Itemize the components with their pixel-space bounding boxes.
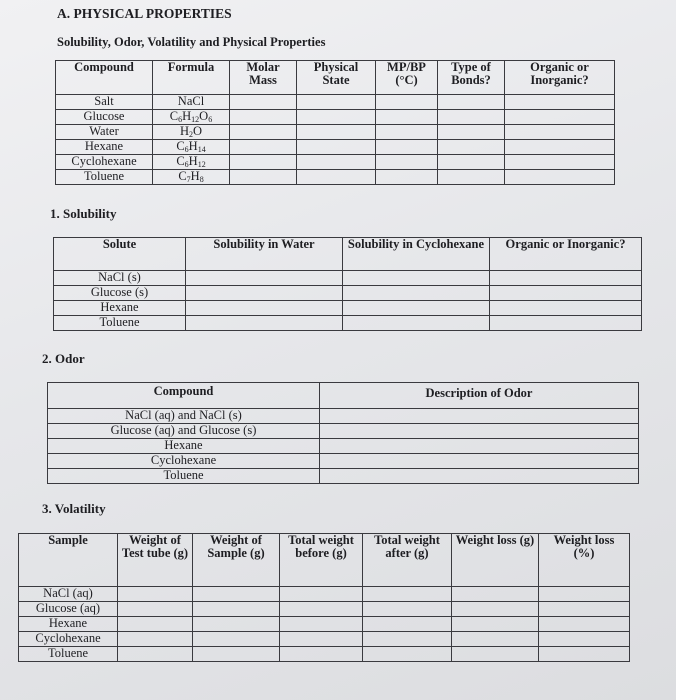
blank-cell[interactable] bbox=[490, 286, 642, 301]
blank-cell[interactable] bbox=[297, 170, 376, 185]
blank-cell[interactable] bbox=[193, 602, 280, 617]
blank-cell[interactable] bbox=[230, 125, 297, 140]
blank-cell[interactable] bbox=[320, 439, 639, 454]
table-row bbox=[56, 125, 615, 140]
table-row bbox=[19, 602, 630, 617]
header-physical-state: Physical State bbox=[297, 61, 376, 95]
compound-cell: NaCl (aq) and NaCl (s) bbox=[48, 409, 320, 424]
blank-cell[interactable] bbox=[193, 647, 280, 662]
blank-cell[interactable] bbox=[505, 170, 615, 185]
table-row bbox=[48, 439, 639, 454]
compound-cell: Glucose (aq) and Glucose (s) bbox=[48, 424, 320, 439]
compound-cell: Hexane bbox=[56, 140, 153, 155]
blank-cell[interactable] bbox=[320, 454, 639, 469]
blank-cell[interactable] bbox=[490, 316, 642, 331]
header-compound: Compound bbox=[56, 61, 153, 95]
table-row bbox=[54, 316, 642, 331]
sample-cell: Toluene bbox=[19, 647, 118, 662]
compound-cell: Salt bbox=[56, 95, 153, 110]
blank-cell[interactable] bbox=[505, 95, 615, 110]
table-row bbox=[56, 110, 615, 125]
compound-cell: Toluene bbox=[56, 170, 153, 185]
table-row bbox=[48, 409, 639, 424]
blank-cell[interactable] bbox=[452, 587, 539, 602]
blank-cell[interactable] bbox=[118, 617, 193, 632]
blank-cell[interactable] bbox=[193, 587, 280, 602]
blank-cell[interactable] bbox=[438, 95, 505, 110]
blank-cell[interactable] bbox=[230, 170, 297, 185]
header-solute: Solute bbox=[54, 238, 186, 271]
blank-cell[interactable] bbox=[280, 617, 363, 632]
table-row bbox=[56, 155, 615, 170]
blank-cell[interactable] bbox=[438, 155, 505, 170]
blank-cell[interactable] bbox=[280, 647, 363, 662]
solubility-table bbox=[53, 237, 642, 331]
compound-cell: Hexane bbox=[48, 439, 320, 454]
blank-cell[interactable] bbox=[297, 110, 376, 125]
blank-cell[interactable] bbox=[452, 602, 539, 617]
blank-cell[interactable] bbox=[230, 110, 297, 125]
table-row bbox=[56, 170, 615, 185]
header-molar-mass: Molar Mass bbox=[230, 61, 297, 95]
blank-cell[interactable] bbox=[452, 632, 539, 647]
physical-properties-table bbox=[55, 60, 615, 185]
table-row bbox=[48, 454, 639, 469]
header-organic-inorganic: Organic or Inorganic? bbox=[505, 61, 615, 95]
formula-cell: $H_2O$ bbox=[153, 125, 230, 140]
blank-cell[interactable] bbox=[539, 587, 630, 602]
blank-cell[interactable] bbox=[363, 587, 452, 602]
blank-cell[interactable] bbox=[343, 286, 490, 301]
blank-cell[interactable] bbox=[297, 95, 376, 110]
formula-cell: $C_7H_8$ bbox=[153, 170, 230, 185]
blank-cell[interactable] bbox=[280, 587, 363, 602]
blank-cell[interactable] bbox=[452, 647, 539, 662]
compound-cell: Water bbox=[56, 125, 153, 140]
sample-cell: NaCl (aq) bbox=[19, 587, 118, 602]
table-row bbox=[48, 424, 639, 439]
worksheet-subtitle: Solubility, Odor, Volatility and Physical Properties bbox=[57, 35, 326, 49]
formula-cell: $C_6H_{14}$ bbox=[153, 140, 230, 155]
odor-table bbox=[47, 382, 639, 484]
solute-cell: Hexane bbox=[54, 301, 186, 316]
header-type-of-bonds: Type of Bonds? bbox=[438, 61, 505, 95]
blank-cell[interactable] bbox=[320, 424, 639, 439]
header-solubility-water: Solubility in Water bbox=[186, 238, 343, 271]
blank-cell[interactable] bbox=[363, 617, 452, 632]
blank-cell[interactable] bbox=[490, 301, 642, 316]
blank-cell[interactable] bbox=[297, 155, 376, 170]
blank-cell[interactable] bbox=[539, 632, 630, 647]
table-row bbox=[19, 587, 630, 602]
compound-cell: Glucose bbox=[56, 110, 153, 125]
solute-cell: Glucose (s) bbox=[54, 286, 186, 301]
header-mp-bp: MP/BP (°C) bbox=[376, 61, 438, 95]
sample-cell: Cyclohexane bbox=[19, 632, 118, 647]
blank-cell[interactable] bbox=[186, 301, 343, 316]
table-row bbox=[19, 647, 630, 662]
blank-cell[interactable] bbox=[438, 140, 505, 155]
blank-cell[interactable] bbox=[505, 140, 615, 155]
solute-cell: NaCl (s) bbox=[54, 271, 186, 286]
blank-cell[interactable] bbox=[186, 271, 343, 286]
compound-cell: Cyclohexane bbox=[56, 155, 153, 170]
blank-cell[interactable] bbox=[376, 95, 438, 110]
header-formula: Formula bbox=[153, 61, 230, 95]
header-total-weight-after: Total weight after (g) bbox=[363, 534, 452, 587]
blank-cell[interactable] bbox=[343, 271, 490, 286]
blank-cell[interactable] bbox=[193, 617, 280, 632]
table-row bbox=[56, 95, 615, 110]
blank-cell[interactable] bbox=[452, 617, 539, 632]
blank-cell[interactable] bbox=[320, 409, 639, 424]
sample-cell: Glucose (aq) bbox=[19, 602, 118, 617]
blank-cell[interactable] bbox=[438, 125, 505, 140]
blank-cell[interactable] bbox=[118, 647, 193, 662]
blank-cell[interactable] bbox=[343, 301, 490, 316]
blank-cell[interactable] bbox=[376, 125, 438, 140]
blank-cell[interactable] bbox=[438, 170, 505, 185]
blank-cell[interactable] bbox=[505, 155, 615, 170]
section-title: A. PHYSICAL PROPERTIES bbox=[57, 6, 232, 21]
formula-cell: $C_6H_{12}$ bbox=[153, 155, 230, 170]
odor-heading: 2. Odor bbox=[42, 351, 85, 366]
blank-cell[interactable] bbox=[490, 271, 642, 286]
blank-cell[interactable] bbox=[193, 632, 280, 647]
table-row bbox=[19, 617, 630, 632]
blank-cell[interactable] bbox=[186, 286, 343, 301]
blank-cell[interactable] bbox=[280, 602, 363, 617]
blank-cell[interactable] bbox=[539, 647, 630, 662]
blank-cell[interactable] bbox=[376, 110, 438, 125]
blank-cell[interactable] bbox=[438, 110, 505, 125]
blank-cell[interactable] bbox=[376, 170, 438, 185]
blank-cell[interactable] bbox=[363, 602, 452, 617]
blank-cell[interactable] bbox=[230, 140, 297, 155]
table-row bbox=[54, 301, 642, 316]
header-weight-loss-g: Weight loss (g) bbox=[452, 534, 539, 587]
header-sample: Sample bbox=[19, 534, 118, 587]
solute-cell: Toluene bbox=[54, 316, 186, 331]
header-organic-inorganic: Organic or Inorganic? bbox=[490, 238, 642, 271]
sample-cell: Hexane bbox=[19, 617, 118, 632]
volatility-table bbox=[18, 533, 630, 662]
solubility-heading: 1. Solubility bbox=[50, 206, 117, 221]
table-row bbox=[54, 271, 642, 286]
blank-cell[interactable] bbox=[505, 110, 615, 125]
header-weight-sample: Weight of Sample (g) bbox=[193, 534, 280, 587]
blank-cell[interactable] bbox=[230, 155, 297, 170]
table-row bbox=[54, 286, 642, 301]
blank-cell[interactable] bbox=[297, 140, 376, 155]
blank-cell[interactable] bbox=[118, 587, 193, 602]
blank-cell[interactable] bbox=[539, 602, 630, 617]
header-description-of-odor: Description of Odor bbox=[320, 383, 639, 409]
header-compound: Compound bbox=[48, 383, 320, 409]
blank-cell[interactable] bbox=[363, 647, 452, 662]
table-row bbox=[48, 469, 639, 484]
blank-cell[interactable] bbox=[280, 632, 363, 647]
blank-cell[interactable] bbox=[186, 316, 343, 331]
compound-cell: Cyclohexane bbox=[48, 454, 320, 469]
blank-cell[interactable] bbox=[230, 95, 297, 110]
header-weight-loss-pct: Weight loss (%) bbox=[539, 534, 630, 587]
blank-cell[interactable] bbox=[343, 316, 490, 331]
formula-cell: $C_6H_{12}O_6$ bbox=[153, 110, 230, 125]
header-weight-test-tube: Weight of Test tube (g) bbox=[118, 534, 193, 587]
header-total-weight-before: Total weight before (g) bbox=[280, 534, 363, 587]
blank-cell[interactable] bbox=[376, 155, 438, 170]
table-row bbox=[56, 140, 615, 155]
blank-cell[interactable] bbox=[505, 125, 615, 140]
blank-cell[interactable] bbox=[376, 140, 438, 155]
compound-cell: Toluene bbox=[48, 469, 320, 484]
blank-cell[interactable] bbox=[320, 469, 639, 484]
blank-cell[interactable] bbox=[118, 602, 193, 617]
table-row bbox=[19, 632, 630, 647]
formula-cell: NaCl bbox=[153, 95, 230, 110]
header-solubility-cyclohexane: Solubility in Cyclohexane bbox=[343, 238, 490, 271]
blank-cell[interactable] bbox=[539, 617, 630, 632]
blank-cell[interactable] bbox=[118, 632, 193, 647]
volatility-heading: 3. Volatility bbox=[42, 501, 106, 516]
blank-cell[interactable] bbox=[363, 632, 452, 647]
blank-cell[interactable] bbox=[297, 125, 376, 140]
